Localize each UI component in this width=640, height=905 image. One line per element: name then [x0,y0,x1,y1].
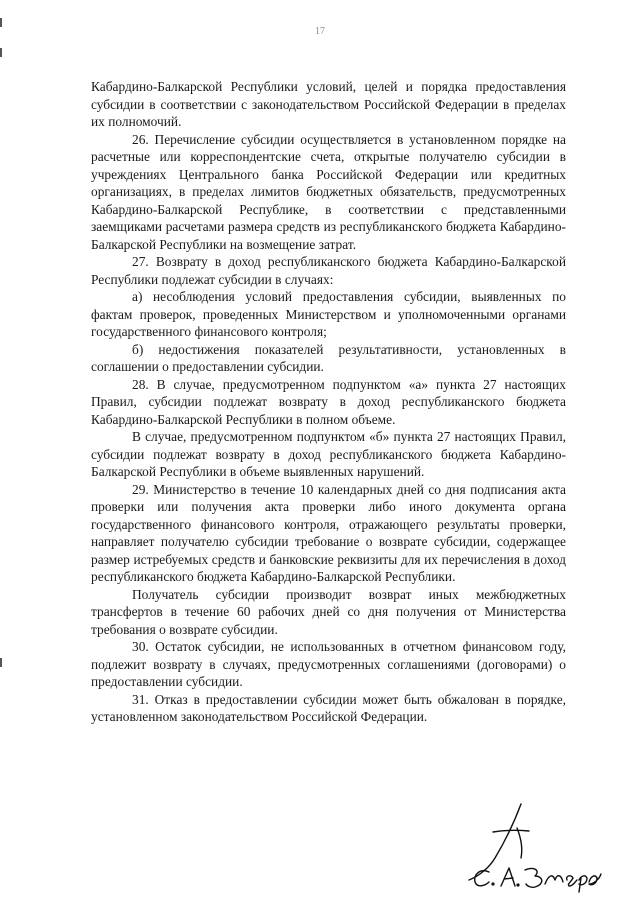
paragraph-29: 29. Министерство в течение 10 календарных дней со дня подписания акта проверки или получения акта проверки либо иного документа органа государственного финансового контроля, отражающего результаты проверки, направляет получателю субсидии требование о возврате субсидии, содержащее размер истребуемых средств и банковские реквизиты для их перечисления в доход республиканского бюджета Кабардино-Балкарской Республики. [91,481,566,584]
margin-mark [0,48,2,57]
paragraph-28: 28. В случае, предусмотренном подпунктом «а» пункта 27 настоящих Правил, субсидии подлежат возврату в доход республиканского бюджета Кабардино-Балкарской Республики в полном объеме. [91,376,566,427]
handwritten-signature [455,800,605,895]
page-number: 17 [315,26,325,37]
document-body [91,78,566,726]
paragraph-31: 31. Отказ в предоставлении субсидии может быть обжалован в порядке, установленном законодательством Российской Федерации. [91,691,566,724]
paragraph-26: 26. Перечисление субсидии осуществляется в установленном порядке на расчетные или корреспондентские счета, открытые получателю субсидии в учреждениях Центрального банка Российской Федерации или кредитных организациях, в пределах лимитов бюджетных обязательств, предусмотренных Кабардино-Балкарской Республике, в соответствии с представленными заемщиками расчетами размера средств из республиканского бюджета Кабардино-Балкарской Республики на возмещение затрат. [91,131,566,252]
margin-mark [0,18,2,27]
paragraph-29-return: Получатель субсидии производит возврат иных межбюджетных трансфертов в течение 60 рабочих дней со дня получения от Министерства требования о возврате субсидии. [91,586,566,637]
paragraph-28-b: В случае, предусмотренном подпунктом «б» пункта 27 настоящих Правил, субсидии подлежат возврату в доход республиканского бюджета Кабардино-Балкарской Республики в объеме выявленных нарушений. [91,429,566,479]
margin-mark [0,658,2,667]
paragraph-30: 30. Остаток субсидии, не использованных в отчетном финансовом году, подлежит возврату в случаях, предусмотренных соглашениями (договорами) о предоставлении субсидии. [91,639,566,689]
paragraph-27: 27. Возврату в доход республиканского бюджета Кабардино-Балкарской Республики подлежат субсидии в случаях: [91,254,566,287]
paragraph-continuation: Кабардино-Балкарской Республики условий, целей и порядка предоставления субсидии в соответствии с законодательством Российской Федерации в пределах их полномочий. [91,79,566,129]
paragraph-27-b: б) недостижения показателей результативности, установленных в соглашении о предоставлении субсидии. [91,341,566,374]
paragraph-27-a: а) несоблюдения условий предоставления субсидии, выявленных по фактам проверок, проведенных Министерством и уполномоченными органами государственного финансового контроля; [91,289,566,339]
